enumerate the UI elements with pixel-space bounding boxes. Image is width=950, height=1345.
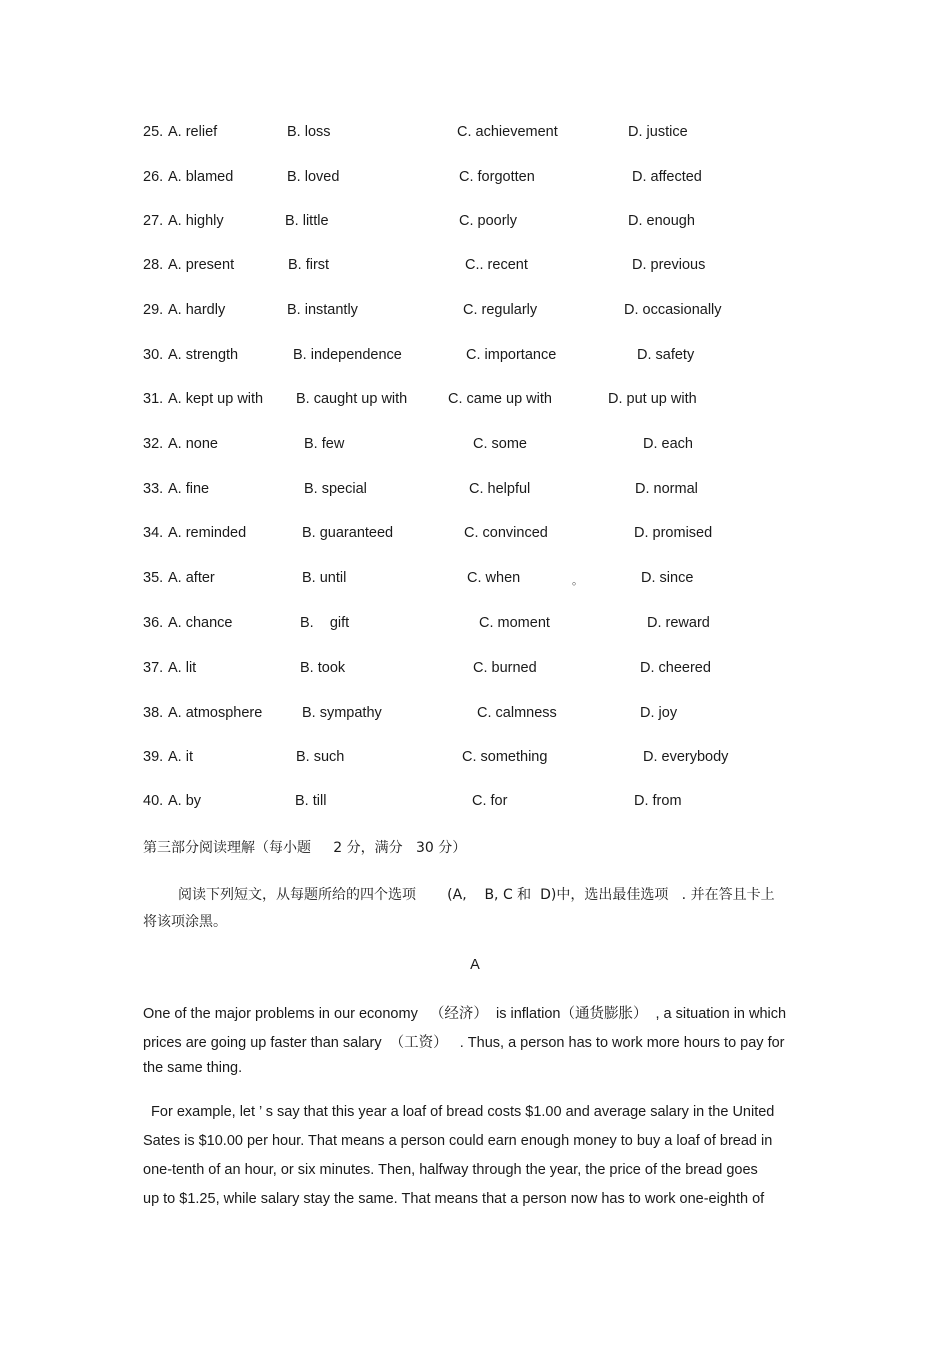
option-b: B. special xyxy=(304,481,367,497)
option-d: D. since xyxy=(641,570,694,586)
option-a: A. strength xyxy=(168,347,239,363)
question-number: 25. xyxy=(143,124,164,140)
question-row-38 xyxy=(0,705,950,729)
section-instruction-line-2: 将该项涂黑。 xyxy=(143,914,227,930)
question-row-25 xyxy=(0,124,950,148)
passage-line: up to $1.25, while salary stay the same. That means that a person now has to work one-eighth of xyxy=(143,1191,765,1207)
question-number: 39. xyxy=(143,749,164,765)
option-c: C. when xyxy=(467,570,521,586)
passage-line: For example, let ’ s say that this year a loaf of bread costs $1.00 and average salary in the United xyxy=(143,1104,775,1120)
question-row-39 xyxy=(0,749,950,773)
option-c: C. forgotten xyxy=(459,169,535,185)
option-c: C.. recent xyxy=(465,257,528,273)
option-b: B. sympathy xyxy=(302,705,382,721)
question-number: 27. xyxy=(143,213,164,229)
option-d: D. put up with xyxy=(608,391,697,407)
question-row-28 xyxy=(0,257,950,281)
option-b: B. guaranteed xyxy=(302,525,394,541)
question-number: 38. xyxy=(143,705,164,721)
option-d: D. enough xyxy=(628,213,695,229)
question-row-30 xyxy=(0,347,950,371)
option-a: A. it xyxy=(168,749,193,765)
question-number: 40. xyxy=(143,793,164,809)
option-d: D. promised xyxy=(634,525,713,541)
question-row-32 xyxy=(0,436,950,460)
option-a: A. after xyxy=(168,570,215,586)
question-number: 36. xyxy=(143,615,164,631)
question-row-26 xyxy=(0,169,950,193)
section-title: 第三部分阅读理解（每小题 2 分，满分 30 分） xyxy=(143,840,467,856)
option-b: B. little xyxy=(285,213,329,229)
option-b: B. gift xyxy=(300,615,350,631)
option-d: D. affected xyxy=(632,169,702,185)
option-b: B. till xyxy=(295,793,327,809)
question-row-35 xyxy=(0,570,950,594)
question-row-33 xyxy=(0,481,950,505)
option-d: D. cheered xyxy=(640,660,711,676)
option-a: A. relief xyxy=(168,124,218,140)
option-b: B. loved xyxy=(287,169,340,185)
option-c: C. calmness xyxy=(477,705,557,721)
option-b: B. until xyxy=(302,570,347,586)
option-d: D. reward xyxy=(647,615,710,631)
option-d: D. each xyxy=(643,436,693,452)
option-c: C. achievement xyxy=(457,124,558,140)
option-c: C. poorly xyxy=(459,213,518,229)
stray-mark: 。 xyxy=(572,574,583,587)
option-a: A. chance xyxy=(168,615,233,631)
passage-line: One of the major problems in our economy （经济） is inflation（通货膨胀） , a situation in which xyxy=(143,1006,787,1022)
option-d: D. from xyxy=(634,793,682,809)
option-b: B. few xyxy=(304,436,345,452)
option-c: C. moment xyxy=(479,615,550,631)
question-number: 33. xyxy=(143,481,164,497)
option-b: B. loss xyxy=(287,124,331,140)
option-a: A. atmosphere xyxy=(168,705,263,721)
option-c: C. came up with xyxy=(448,391,552,407)
question-number: 29. xyxy=(143,302,164,318)
question-number: 30. xyxy=(143,347,164,363)
option-a: A. reminded xyxy=(168,525,247,541)
question-row-34 xyxy=(0,525,950,549)
option-c: C. for xyxy=(472,793,508,809)
option-b: B. instantly xyxy=(287,302,358,318)
question-row-29 xyxy=(0,302,950,326)
passage-label: A xyxy=(470,957,480,973)
option-a: A. fine xyxy=(168,481,210,497)
option-a: A. hardly xyxy=(168,302,226,318)
question-row-27 xyxy=(0,213,950,237)
question-number: 26. xyxy=(143,169,164,185)
question-number: 32. xyxy=(143,436,164,452)
option-a: A. present xyxy=(168,257,235,273)
passage-line: prices are going up faster than salary （工资） . Thus, a person has to work more hours to pay for xyxy=(143,1035,785,1051)
option-c: C. something xyxy=(462,749,548,765)
option-a: A. blamed xyxy=(168,169,234,185)
question-row-40 xyxy=(0,793,950,817)
option-a: A. kept up with xyxy=(168,391,264,407)
option-b: B. took xyxy=(300,660,346,676)
passage-line: the same thing. xyxy=(143,1060,243,1076)
option-a: A. lit xyxy=(168,660,197,676)
option-b: B. independence xyxy=(293,347,402,363)
option-c: C. regularly xyxy=(463,302,538,318)
option-a: A. none xyxy=(168,436,218,452)
passage-line: one-tenth of an hour, or six minutes. Then, halfway through the year, the price of the bread goes xyxy=(143,1162,758,1178)
option-d: D. justice xyxy=(628,124,688,140)
option-d: D. previous xyxy=(632,257,706,273)
option-d: D. normal xyxy=(635,481,698,497)
section-instruction-line-1: 阅读下列短文，从每题所给的四个选项 (A, B, C 和 D)中，选出最佳选项 . 并在答且卡上 xyxy=(178,887,775,903)
option-b: B. caught up with xyxy=(296,391,408,407)
option-d: D. everybody xyxy=(643,749,729,765)
passage-line: Sates is $10.00 per hour. That means a person could earn enough money to buy a loaf of bread in xyxy=(143,1133,773,1149)
option-c: C. convinced xyxy=(464,525,548,541)
question-number: 35. xyxy=(143,570,164,586)
question-number: 34. xyxy=(143,525,164,541)
option-c: C. some xyxy=(473,436,527,452)
option-c: C. burned xyxy=(473,660,537,676)
option-a: A. by xyxy=(168,793,202,809)
option-d: D. occasionally xyxy=(624,302,722,318)
option-a: A. highly xyxy=(168,213,224,229)
question-number: 31. xyxy=(143,391,164,407)
question-row-37 xyxy=(0,660,950,684)
option-c: C. helpful xyxy=(469,481,531,497)
question-row-36 xyxy=(0,615,950,639)
option-d: D. safety xyxy=(637,347,695,363)
question-row-31 xyxy=(0,391,950,415)
option-b: B. first xyxy=(288,257,330,273)
option-d: D. joy xyxy=(640,705,678,721)
option-c: C. importance xyxy=(466,347,557,363)
option-b: B. such xyxy=(296,749,345,765)
question-number: 28. xyxy=(143,257,164,273)
question-number: 37. xyxy=(143,660,164,676)
